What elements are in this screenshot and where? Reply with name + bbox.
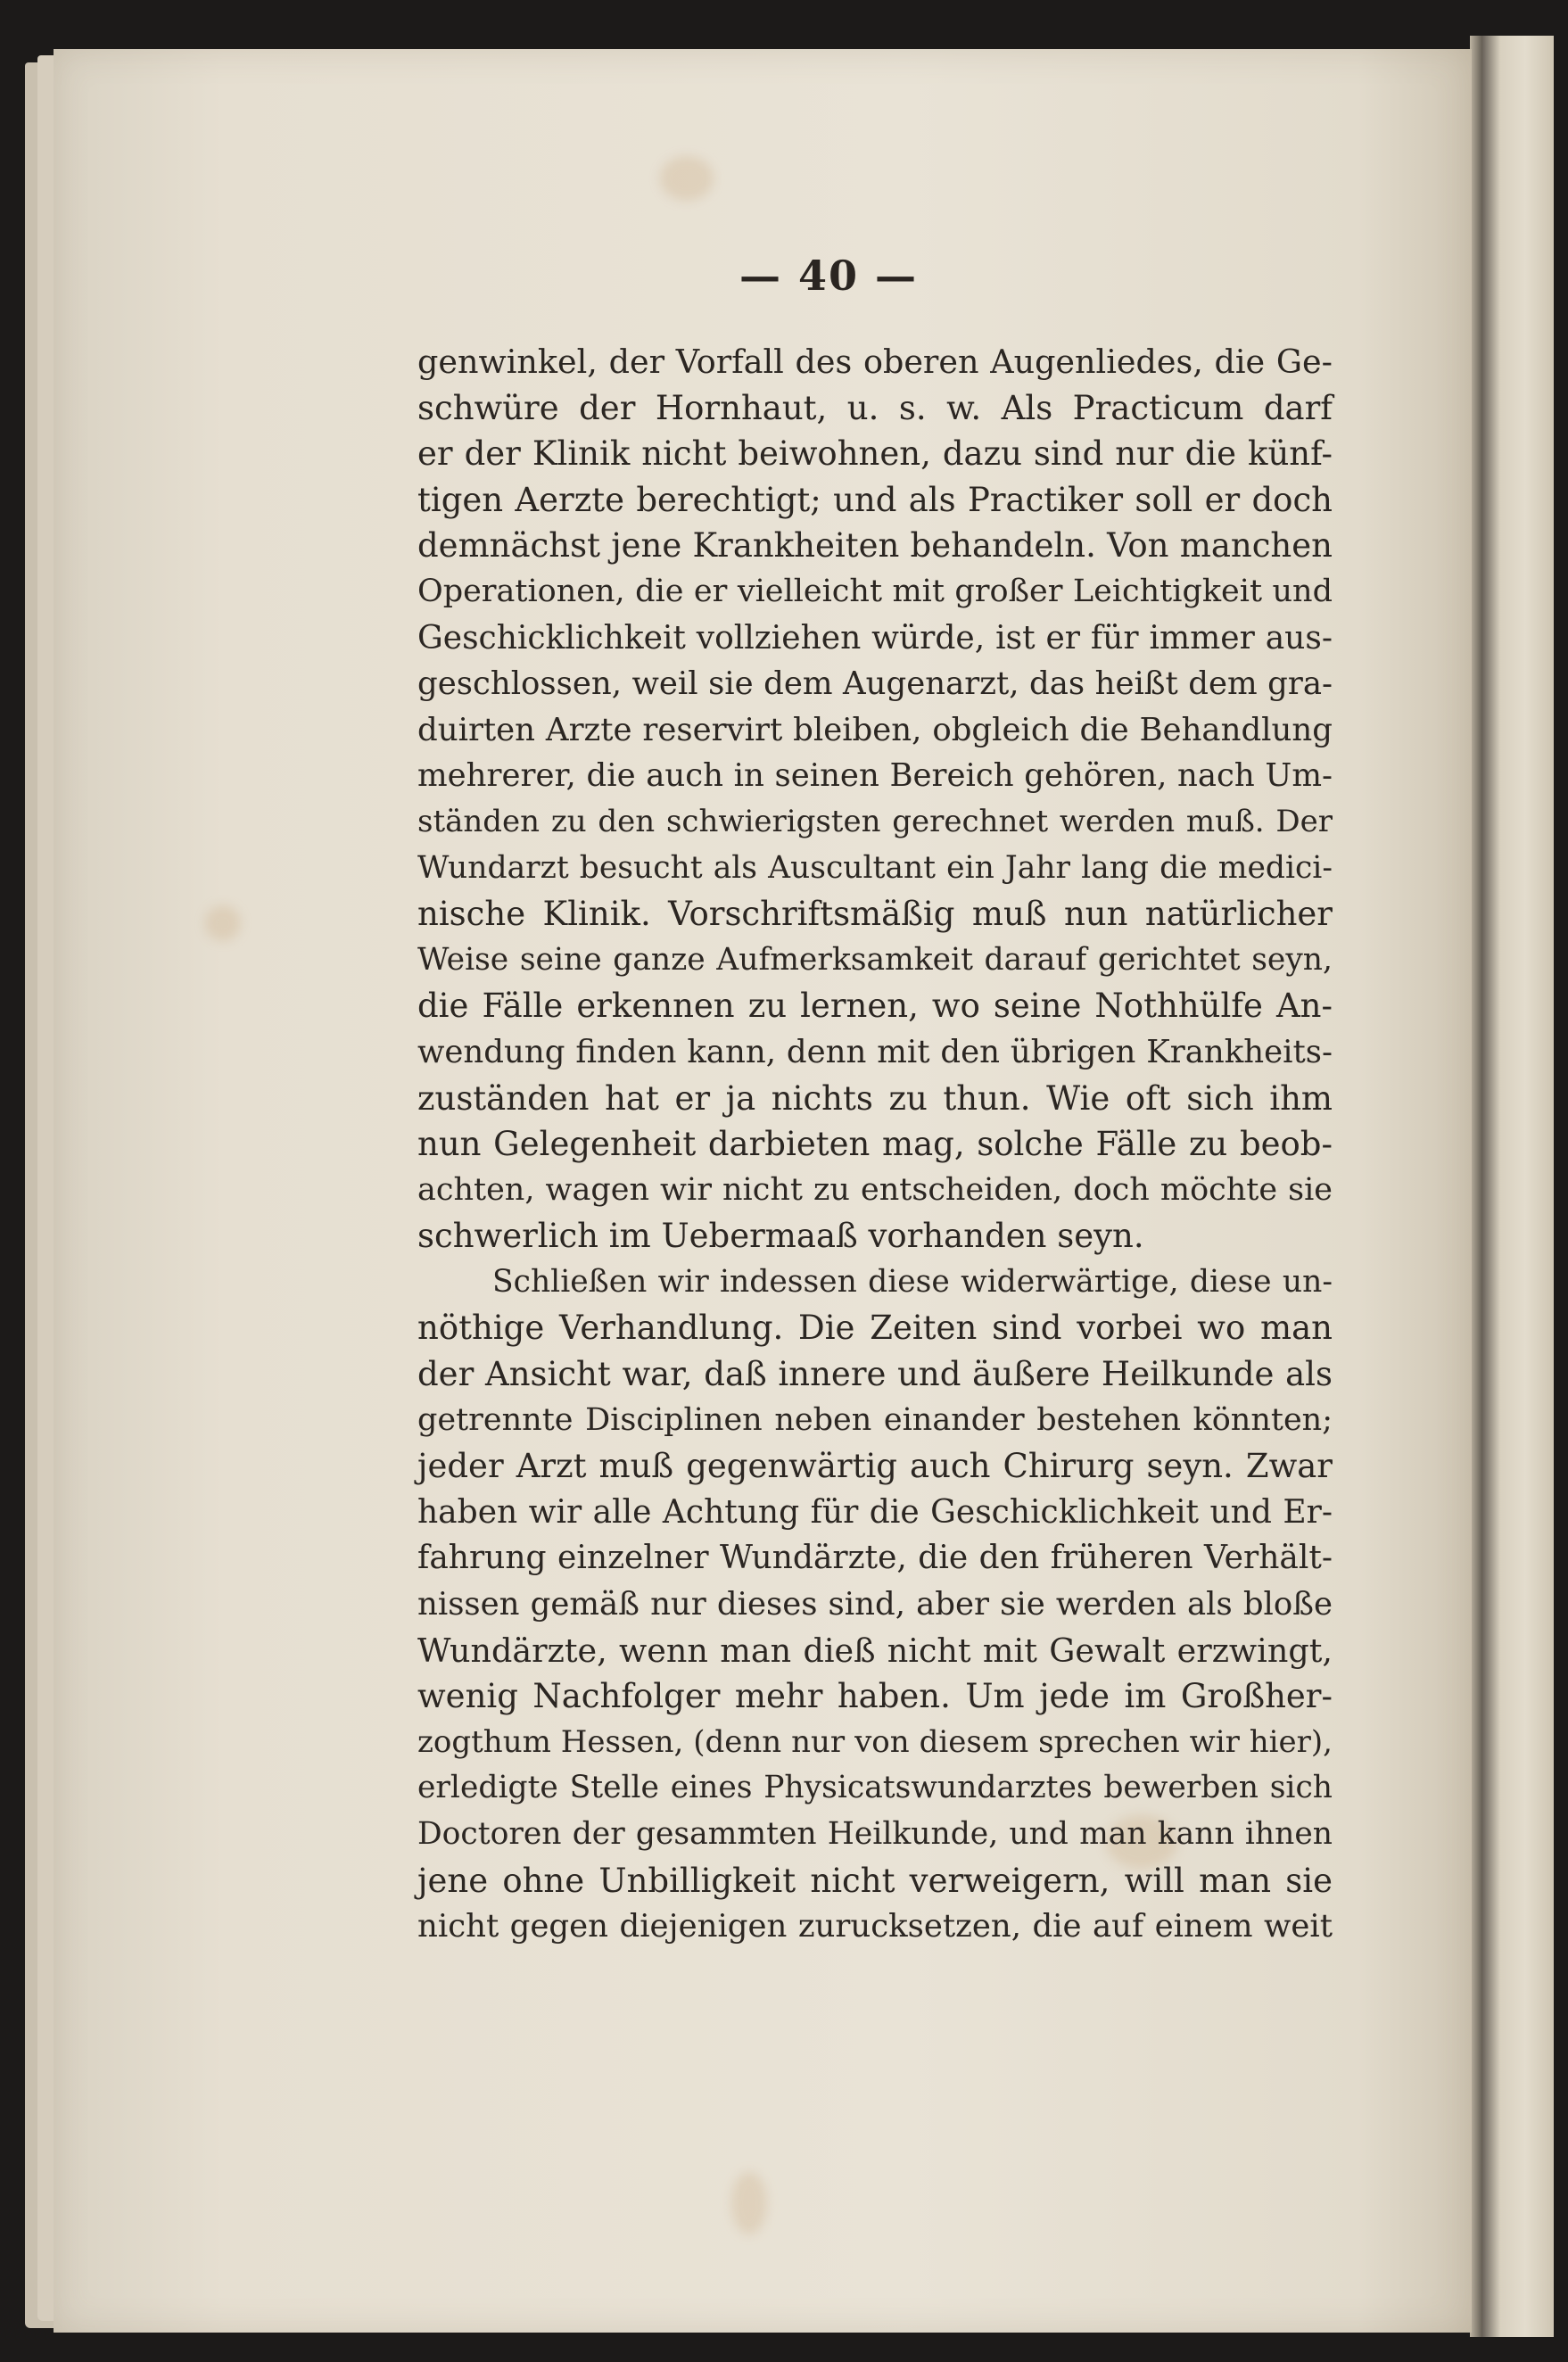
text-line: ständen zu den schwierigsten gerechnet werden muß. Der bbox=[417, 803, 1333, 839]
body-text bbox=[417, 339, 1333, 1950]
text-line: wenig Nachfolger mehr haben. Um jede im Großher- bbox=[417, 1677, 1333, 1716]
text-line: achten, wagen wir nicht zu entscheiden, doch möchte sie bbox=[417, 1171, 1333, 1208]
page-number: — 40 — bbox=[739, 252, 919, 300]
text-line: nicht gegen diejenigen zurucksetzen, die auf einem weit bbox=[417, 1908, 1333, 1945]
text-line: Wundarzt besucht als Auscultant ein Jahr lang die medici- bbox=[417, 849, 1333, 886]
text-line: nun Gelegenheit darbieten mag, solche Fälle zu beob- bbox=[417, 1125, 1333, 1164]
text-line: genwinkel, der Vorfall des oberen Augenliedes, die Ge- bbox=[417, 343, 1333, 381]
text-line: getrennte Disciplinen neben einander bestehen könnten; bbox=[417, 1401, 1333, 1438]
text-line: Wundärzte, wenn man dieß nicht mit Gewalt erzwingt, bbox=[417, 1631, 1333, 1670]
text-line: jene ohne Unbilligkeit nicht verweigern, will man sie bbox=[417, 1861, 1333, 1900]
text-line: tigen Aerzte berechtigt; und als Practiker soll er doch bbox=[417, 480, 1333, 519]
foxing-stain bbox=[205, 905, 241, 941]
text-line: demnächst jene Krankheiten behandeln. Von manchen bbox=[417, 526, 1333, 566]
facing-page-edge bbox=[1482, 36, 1554, 2337]
text-line: nische Klinik. Vorschriftsmäßig muß nun natürlicher bbox=[417, 895, 1333, 934]
text-line: erledigte Stelle eines Physicatswundarztes bewerben sich bbox=[417, 1770, 1333, 1806]
text-line: haben wir alle Achtung für die Geschicklichkeit und Er- bbox=[417, 1493, 1333, 1531]
text-line: zogthum Hessen, (denn nur von diesem sprechen wir hier), bbox=[417, 1723, 1333, 1760]
text-line: die Fälle erkennen zu lernen, wo seine Nothhülfe An- bbox=[417, 987, 1333, 1026]
foxing-stain bbox=[660, 156, 714, 201]
text-line: zuständen hat er ja nichts zu thun. Wie oft sich ihm bbox=[417, 1078, 1333, 1118]
text-line: er der Klinik nicht beiwohnen, dazu sind nur die künf- bbox=[417, 434, 1333, 474]
text-line: nöthige Verhandlung. Die Zeiten sind vorbei wo man bbox=[417, 1309, 1333, 1348]
text-line: fahrung einzelner Wundärzte, die den früheren Verhält- bbox=[417, 1540, 1333, 1577]
text-line: Operationen, die er vielleicht mit großer Leichtigkeit und bbox=[417, 573, 1333, 609]
text-line: der Ansicht war, daß innere und äußere Heilkunde als bbox=[417, 1355, 1333, 1394]
text-line: Weise seine ganze Aufmerksamkeit darauf gerichtet seyn, bbox=[417, 941, 1333, 978]
text-line: Schließen wir indessen diese widerwärtige, diese un- bbox=[492, 1263, 1333, 1300]
text-line: Doctoren der gesammten Heilkunde, und man kann ihnen bbox=[417, 1816, 1333, 1852]
text-line: mehrerer, die auch in seinen Bereich gehören, nach Um- bbox=[417, 757, 1333, 795]
text-line: duirten Arzte reservirt bleiben, obgleich die Behandlung bbox=[417, 711, 1333, 748]
text-line: jeder Arzt muß gegenwärtig auch Chirurg seyn. Zwar bbox=[417, 1447, 1333, 1486]
foxing-stain bbox=[731, 2172, 767, 2234]
text-line: geschlossen, weil sie dem Augenarzt, das heißt dem gra- bbox=[417, 665, 1333, 703]
text-line: nissen gemäß nur dieses sind, aber sie werden als bloße bbox=[417, 1586, 1333, 1623]
text-line: Geschicklichkeit vollziehen würde, ist er für immer aus- bbox=[417, 619, 1333, 657]
text-line: schwüre der Hornhaut, u. s. w. Als Practicum darf bbox=[417, 388, 1333, 427]
text-line: wendung finden kann, denn mit den übrigen Krankheits- bbox=[417, 1033, 1333, 1070]
text-line: schwerlich im Uebermaaß vorhanden seyn. bbox=[417, 1217, 1144, 1256]
